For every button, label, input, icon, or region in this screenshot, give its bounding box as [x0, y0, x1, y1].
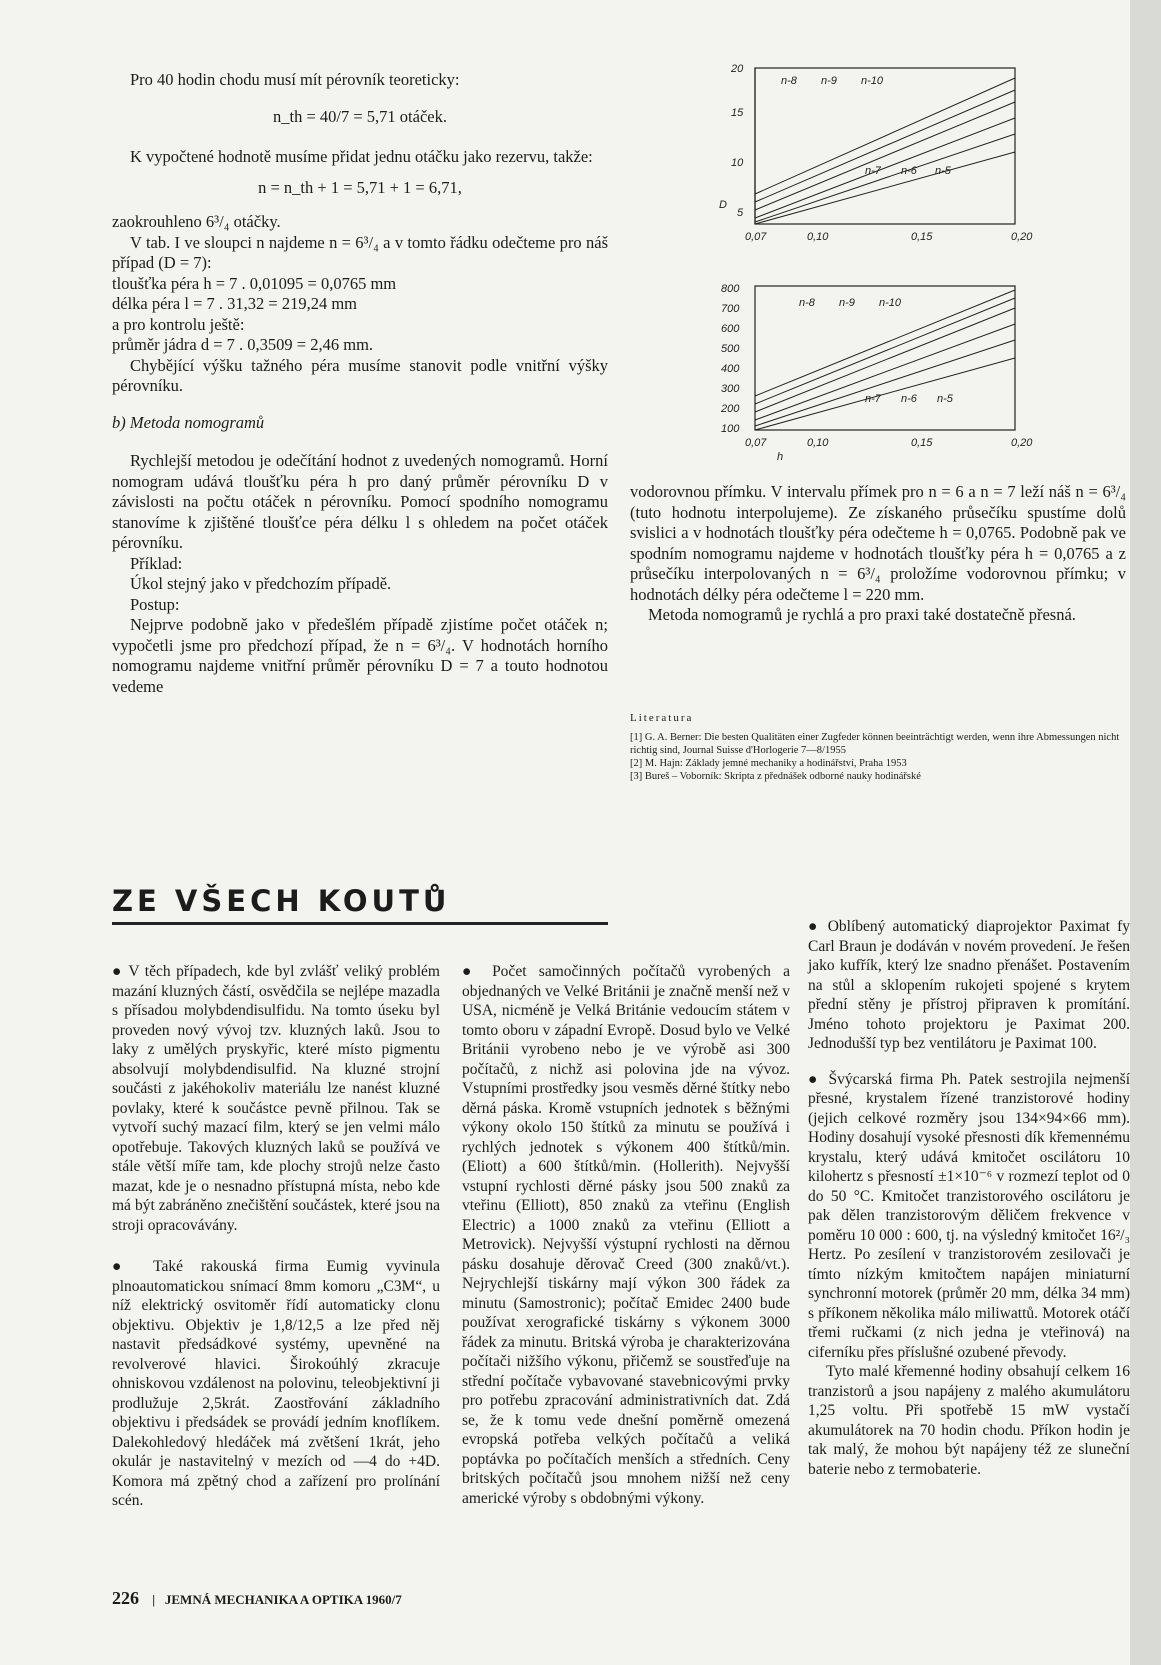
news-item: ● Oblíbený automatický diaprojektor Paximat fy Carl Braun je dodáván v novém provedení. Je řešen jako kufřík, který lze snadno přenášet. Postavením na stůl a sklopením rukojeti spojené s krytem přední stěny je přístroj připraven k promítání. Jméno tohoto projektoru je Paximat 200. Jednodušší typ bez ventilátoru je Paximat 100.	[808, 918, 1130, 1052]
axis-label: h	[777, 451, 784, 462]
paragraph: V tab. I ve sloupci n najdeme n = 6³/₄ a v tomto řádku odečteme pro náš případ (D = 7):	[112, 232, 608, 272]
references-title: Literatura	[630, 712, 694, 724]
paragraph: Rychlejší metodou je odečítání hodnot z uvedených nomogramů. Horní nomogram udává tloušťku péra h pro daný průměr pérovníku D v závislosti na počtu otáček n pérovníku. Pomocí spodního nomogramu stanovíme k zjištěné tloušťce péra délku l s ohledem na počet otáček pérovníku.	[112, 451, 608, 552]
tick-label: 500	[721, 343, 740, 355]
equation: n_th = 40/7 = 5,71 otáček.	[273, 106, 447, 126]
paragraph: Nejprve podobně jako v předešlém případě zjistíme počet otáček n; vypočetli jsme pro předchozí případ, že n = 6³/₄. V hodnotách horního nomogramu najdeme vnitřní průměr pérovníku D = 7 a touto hodnotou vedeme	[112, 615, 608, 696]
journal-name: JEMNÁ MECHANIKA A OPTIKA 1960/7	[164, 1592, 402, 1607]
tick-label: 0,15	[911, 437, 933, 449]
tick-label: 800	[721, 283, 740, 295]
tick-label: 0,10	[807, 437, 829, 449]
tick-label: 10	[731, 157, 744, 169]
series-label: n-6	[901, 165, 917, 177]
news-item: ● Švýcarská firma Ph. Patek sestrojila nejmenší přesné, krystalem řízené tranzistorové hodiny (jejich celkové rozměry jsou 134×94×66 mm). Hodiny dosahují vysoké přesnosti dík křemennému krystalu, který udává kmitočet oscilátoru 10 kilohertz s přesností ±1×10⁻⁶ v rozmezí teplot od 0 do 50 °C. Kmitočet tranzistorového oscilátoru je pak dělen tranzistorovým děličem frekvence v poměru 10 000 : 600, tj. na výsledný kmitočet 16²/₃ Hertz. Po zesílení v tranzistorovém zesilovači je tímto nízkým kmitočtem napájen miniaturní synchronní motorek (průměr 20 mm, délka 34 mm) s příkonem několika málo miliwattů. Motorek otáčí třemi ručkami (z nich jedna je vteřinová) na ciferníku přes příslušné ozubené převody.	[808, 1070, 1130, 1361]
paragraph: průměr jádra d = 7 . 0,3509 = 2,46 mm.	[112, 335, 374, 354]
paragraph: a pro kontrolu ještě:	[112, 314, 245, 334]
news-item: ● Počet samočinných počítačů vyrobených a objednaných ve Velké Británii je značně menší než v USA, nicméně je Velká Británie vedoucím státem v tomto oboru v západní Evropě. Dosud bylo ve Velké Británii vyrobeno nebo je ve výrobě asi 300 počítačů, z nichž asi polovina jde na vývoz. Vstupními prostředky jsou vesměs děrné štítky nebo děrná páska. Kromě vstupních jednotek s běžnými výkony okolo 150 štítků za minutu se používá i rychlých jednotek s výkonem 400 štítků/min. (Eliott) a 600 štítků/min. (Hollerith). Nejvyšší vstupní rychlosti děrné pásky jsou 500 znaků za vteřinu (Elliott), 850 znaků za vteřinu (English Electric) a 1000 znaků za vteřinu (Elliott a Metrovick). Nejvyšší výstupní rychlosti na děrnou pásku dosahuje děrovač Creed (300 znaků/vt.). Nejrychlejší tiskárny mají výkon 300 řádek za minutu (Samostronic); počítač Emidec 2400 bude používat xerografické tiskárny s výkonem 3000 řádek za minutu. Britská výroba je charakterizována počítači nižšího výkonu, přičemž se soustřeďuje na střední počítače vybavované stavebnicovými prvky pro potřebu zpracování administrativních dat. Zdá se, že k tomu vede dnešní poměrně omezená evropská potřeba velkých počítačů a veliká poptávka po počítačích menších a středních. Ceny britských počítačů jsou mnohem nižší než ceny americké výroby s obdobnými výkony.	[462, 963, 790, 1507]
news-item: ● Také rakouská firma Eumig vyvinula plnoautomatickou snímací 8mm komoru „C3M“, u níž elektrický osvitoměr řídí automaticky clonu objektivu. Objektiv je 1,8/12,5 a lze před něj nastavit předsádkové systémy, upevněné na revolverové hlavici. Širokoúhlý zkracuje ohniskovou vzdálenost na polovinu, teleobjektivní ji prodlužuje 2,5krát. Zaostřování základního objektivu i předsádek se provádí jedním knoflíkem. Dalekohledový hledáček má zvětšení 1krát, jeho okulár je nastavitelný v mezích od —4 do +4D. Komora má zpětný chod a zařízení pro prolínání scén.	[112, 1258, 440, 1509]
footer-separator: |	[152, 1592, 162, 1607]
series-label: n-7	[865, 393, 881, 405]
tick-label: 15	[731, 107, 744, 119]
tick-label: 700	[721, 303, 740, 315]
reference-item: [3] Bureš – Voborník: Skripta z přednášek odborné nauky hodinářské	[630, 771, 921, 782]
section-title: ZE VŠECH KOUTŮ	[112, 884, 608, 925]
paragraph: K vypočtené hodnotě musíme přidat jednu otáčku jako rezervu, takže:	[130, 147, 593, 166]
tick-label: 0,20	[1011, 437, 1033, 449]
tick-label: 200	[721, 403, 740, 415]
page-number: 226	[112, 1588, 139, 1608]
tick-label: 0,15	[911, 231, 933, 243]
page-edge	[1130, 0, 1161, 1665]
series-label: n-10	[879, 297, 902, 309]
paragraph: Úkol stejný jako v předchozím případě.	[130, 574, 392, 593]
series-label: n-7	[865, 165, 881, 177]
nomogram-bottom	[715, 282, 1035, 462]
tick-label: 0,07	[745, 231, 767, 243]
tick-label: 100	[721, 423, 740, 435]
equation: n = n_th + 1 = 5,71 + 1 = 6,71,	[258, 177, 462, 197]
paragraph: Příklad:	[130, 553, 183, 573]
nomogram-top	[715, 62, 1035, 252]
page-footer	[112, 1588, 402, 1609]
series-label: n-9	[821, 75, 837, 87]
series-lines	[755, 290, 1015, 430]
tick-label: 0,20	[1011, 231, 1033, 243]
paragraph: Metoda nomogramů je rychlá a pro praxi také dostatečně přesná.	[648, 605, 1076, 624]
series-label: n-6	[901, 393, 917, 405]
tick-label: 300	[721, 383, 740, 395]
article-column-1	[112, 70, 608, 697]
paragraph: Pro 40 hodin chodu musí mít pérovník teoreticky:	[130, 70, 460, 89]
series-label: n-8	[781, 75, 797, 87]
axis-label: D	[719, 199, 727, 211]
paragraph: délka péra l = 7 . 31,32 = 219,24 mm	[112, 294, 357, 313]
paragraph: Chybějící výšku tažného péra musíme stanovit podle vnitřní výšky pérovníku.	[112, 355, 608, 395]
news-column-3	[808, 917, 1130, 1479]
series-label: n-10	[861, 75, 884, 87]
references	[630, 712, 1130, 783]
paragraph: tloušťka péra h = 7 . 0,01095 = 0,0765 mm	[112, 273, 397, 293]
tick-label: 20	[731, 63, 744, 75]
tick-label: 5	[737, 207, 744, 219]
article-column-2	[630, 482, 1126, 626]
tick-label: 600	[721, 323, 740, 335]
paragraph: zaokrouhleno 6³/₄ otáčky.	[112, 212, 281, 231]
reference-item: [2] M. Hajn: Základy jemné mechaniky a hodinářství, Praha 1953	[630, 758, 907, 769]
reference-item: [1] G. A. Berner: Die besten Qualitäten einer Zugfeder können beeinträchtigt werden, wenn ihre Abmessungen nicht richtig sind, Journal Suisse d'Horlogerie 7—8/1955	[630, 732, 1120, 756]
tick-label: 400	[721, 363, 740, 375]
tick-label: 0,07	[745, 437, 767, 449]
series-label: n-9	[839, 297, 855, 309]
news-column-2	[462, 962, 790, 1508]
news-item: ● V těch případech, kde byl zvlášť veliký problém mazání kluzných částí, osvědčila se nejlépe mazadla s přísadou molybdendisulfidu. Na tomto úseku byl proveden nový vývoj tzv. kluzných laků. Jsou to laky z umělých pryskyřic, které místo pigmentu absolvují molybdendisulfid. Na kluzné strojní součásti z jakéhokoliv materiálu lze nanést kluzné povlaky, které k součástce pevně přilnou. Tak se vytvoří suchý mazací film, který se jen velmi málo opotřebuje. Takových kluzných laků se používá ve stále větší míře tam, kde plochy strojů nelze často mazat, kde je o nesnadno přístupná místa, nebo kde má být zabráněno znečištění součástek, které jsou na stroji opracovávány.	[112, 963, 440, 1234]
tick-label: 0,10	[807, 231, 829, 243]
news-item: Tyto malé křemenné hodiny obsahují celkem 16 tranzistorů a jsou napájeny z malého akumulátoru 1,25 voltu. Při spotřebě 15 mW vystačí akumulátorek na 70 hodin chodu. Příkon hodin je tak malý, že mohou být napájeny též ze sluneční baterie nebo z termobaterie.	[808, 1363, 1130, 1478]
paragraph: vodorovnou přímku. V intervalu přímek pro n = 6 a n = 7 leží náš n = 6³/₄ (tuto hodnotu interpolujeme). Ze získaného průsečíku spustíme dolů svislici a v hodnotách tloušťky péra odečteme h = 0,0765. Podobně pak ve spodním nomogramu najdeme v hodnotách tloušťky péra h = 0,0765 a z průsečíku interpolovaných n = 6³/₄ proložíme vodorovnou přímku; v hodnotách délky péra odečteme l = 220 mm.	[630, 482, 1126, 604]
news-column-1	[112, 962, 440, 1511]
series-lines	[755, 78, 1015, 224]
subheading: b) Metoda nomogramů	[112, 412, 265, 432]
paragraph: Postup:	[130, 594, 180, 614]
series-label: n-5	[935, 165, 951, 177]
series-label: n-8	[799, 297, 815, 309]
series-label: n-5	[937, 393, 953, 405]
